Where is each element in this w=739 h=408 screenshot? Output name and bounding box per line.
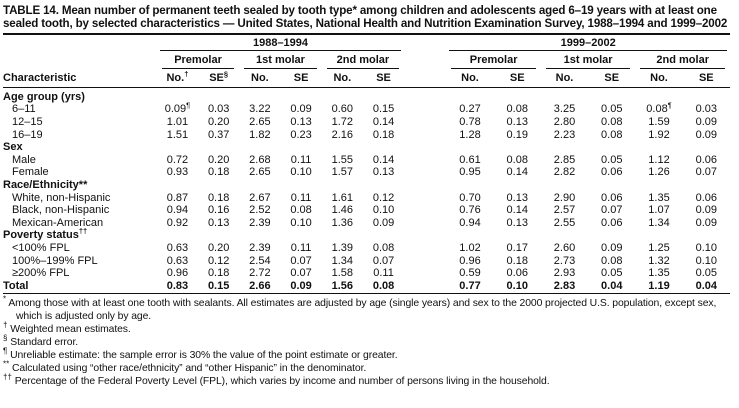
value-cell: 2.55	[553, 216, 576, 229]
value-cell: 1.35	[648, 267, 670, 280]
value-cell: 0.18	[207, 267, 230, 280]
value-cell: 1.28	[459, 128, 481, 141]
row-label: 100%–199% FPL	[12, 254, 98, 267]
value-cell: 2.73	[553, 254, 576, 267]
value-cell: 0.20	[207, 116, 230, 128]
value-cell: 1.35	[648, 191, 670, 204]
measure-header-row	[3, 69, 730, 88]
value-cell: 1.82	[249, 128, 271, 141]
value-cell: 0.12	[372, 191, 395, 204]
value-cell: 0.15	[198, 280, 239, 294]
group-gap	[404, 192, 446, 205]
row-label: 16–19	[12, 128, 43, 141]
empty-cells	[157, 229, 730, 242]
value-cell: 0.06	[506, 267, 528, 280]
value-cell: 1.56	[322, 280, 363, 294]
footnote-ref-dagger: †	[184, 69, 189, 79]
value-cell: 0.09	[695, 216, 718, 229]
value-cell: 0.06	[601, 216, 623, 229]
col-header-no: No.	[239, 69, 280, 88]
value-cell: 2.16	[331, 128, 354, 141]
col-header-no: No.	[541, 69, 588, 88]
value-cell: 0.76	[459, 204, 481, 217]
section-row	[3, 229, 730, 242]
row-label: Mexican-American	[12, 216, 104, 229]
value-cell: 2.83	[541, 280, 588, 294]
group-gap	[404, 217, 446, 230]
tooth-type-header-row	[3, 51, 730, 69]
row-label: Male	[12, 153, 36, 166]
footnote-ref: ††	[78, 226, 88, 236]
value-cell: 0.13	[290, 116, 312, 128]
value-cell: 2.72	[249, 267, 271, 280]
value-cell: 1.61	[331, 191, 354, 204]
footnote	[3, 320, 738, 336]
value-cell: 0.23	[290, 128, 312, 141]
period-header-row	[3, 34, 730, 51]
value-cell: 0.09¶	[164, 100, 191, 116]
value-cell: 0.93	[166, 166, 189, 179]
value-cell: 1.26	[648, 166, 670, 179]
col-header-no: No.	[322, 69, 363, 88]
footnote-marker: **	[3, 359, 10, 369]
value-cell: 3.22	[249, 103, 271, 116]
value-cell: 0.07	[601, 204, 623, 217]
value-cell: 2.65	[249, 166, 271, 179]
value-cell: 0.13	[506, 191, 528, 204]
value-cell: 0.09	[372, 216, 395, 229]
group-gap	[404, 255, 446, 268]
value-cell: 1.34	[648, 216, 670, 229]
footnote-marker: ††	[3, 372, 12, 382]
value-cell: 0.63	[166, 241, 189, 254]
value-cell: 0.14	[372, 116, 395, 128]
value-cell: 0.06	[601, 166, 623, 179]
group-gap	[404, 129, 446, 142]
value-cell: 0.37	[207, 128, 230, 141]
value-cell: 0.10	[290, 216, 312, 229]
row-label: <100% FPL	[12, 241, 70, 254]
footnote-text: Unreliable estimate: the sample error is 30% the value of the point estimate or greater.	[7, 350, 398, 362]
value-cell: 0.12	[207, 254, 230, 267]
value-cell: 0.14	[506, 204, 528, 217]
value-cell: 0.17	[506, 241, 528, 254]
value-cell: 0.05	[601, 153, 623, 166]
data-row	[3, 166, 730, 179]
value-cell: 1.36	[331, 216, 354, 229]
value-cell: 0.59	[459, 267, 481, 280]
footnote-text: Percentage of the Federal Poverty Level (FPL), which varies by income and number of persons living in the household.	[11, 376, 550, 388]
data-row	[3, 192, 730, 205]
value-cell: 1.58	[331, 267, 354, 280]
value-cell: 0.11	[290, 153, 312, 166]
value-cell: 0.04	[588, 280, 635, 294]
row-label: Total	[3, 280, 157, 294]
group-gap	[404, 166, 446, 179]
row-label: Race/Ethnicity**	[3, 178, 88, 191]
tooth-type-premolar: Premolar	[446, 51, 541, 69]
data-row	[3, 255, 730, 268]
value-cell: 0.20	[207, 241, 230, 254]
value-cell: 1.07	[648, 204, 670, 217]
value-cell: 0.14	[372, 153, 395, 166]
value-cell: 0.60	[331, 103, 354, 116]
value-cell: 0.07	[290, 267, 312, 280]
value-cell: 0.09	[601, 241, 623, 254]
value-cell: 0.08	[601, 128, 623, 141]
value-cell: 2.82	[553, 166, 576, 179]
row-label: Poverty status††	[3, 226, 88, 242]
data-row	[3, 267, 730, 280]
value-cell: 2.67	[249, 191, 271, 204]
footnote-marker: †	[3, 320, 8, 330]
value-cell: 1.25	[648, 241, 670, 254]
value-cell: 1.59	[648, 116, 670, 128]
value-cell: 0.11	[373, 267, 394, 280]
value-cell: 0.04	[683, 280, 730, 294]
value-cell: 1.02	[459, 241, 481, 254]
group-gap	[404, 267, 446, 280]
value-cell: 0.08	[601, 254, 623, 267]
value-cell: 2.90	[553, 191, 576, 204]
value-cell: 0.94	[166, 204, 189, 217]
value-cell: 0.06	[601, 191, 623, 204]
value-cell: 0.27	[459, 103, 481, 116]
value-cell: 0.09	[695, 116, 718, 128]
value-cell: 0.20	[207, 153, 230, 166]
footnote	[3, 294, 738, 323]
col-header-no: No.	[446, 69, 493, 88]
tooth-type-1st-molar: 1st molar	[541, 51, 636, 69]
footnote-marker: §	[3, 333, 8, 343]
group-gap	[404, 69, 446, 88]
col-header-no: No.	[635, 69, 682, 88]
value-cell: 0.10	[290, 166, 312, 179]
value-cell: 0.14	[506, 166, 528, 179]
value-cell: 2.68	[249, 153, 271, 166]
value-cell: 0.87	[166, 191, 189, 204]
row-label: Female	[12, 166, 49, 179]
value-cell: 1.57	[331, 166, 354, 179]
row-label: Black, non-Hispanic	[12, 204, 110, 217]
row-label: White, non-Hispanic	[12, 191, 111, 204]
tooth-type-1st-molar: 1st molar	[239, 51, 321, 69]
footnote	[3, 333, 738, 349]
period-label: 1988–1994	[160, 35, 401, 51]
value-cell: 0.08	[363, 280, 404, 294]
row-label: 12–15	[12, 116, 43, 128]
col-header-se: SE	[363, 69, 404, 88]
col-header-no: No.†	[157, 69, 198, 88]
value-cell: 0.08	[506, 153, 528, 166]
footnote-text: Among those with at least one tooth with sealants. All estimates are adjusted by age (single years) and sex to the 2000 projected U.S. population, except sex, which is adjusted only by age.	[6, 298, 717, 323]
value-cell: 0.13	[207, 216, 230, 229]
value-cell: 0.13	[372, 166, 395, 179]
empty-cells	[157, 141, 730, 154]
value-cell: 0.05	[601, 103, 623, 116]
value-cell: 0.78	[459, 116, 481, 128]
footnote-marker: ¶	[3, 346, 8, 356]
col-header-se: SE	[280, 69, 321, 88]
value-cell: 2.57	[553, 204, 576, 217]
value-cell: 0.15	[372, 103, 395, 116]
footnote	[3, 346, 738, 362]
value-cell: 2.60	[553, 241, 576, 254]
value-cell: 0.10	[494, 280, 541, 294]
table-header	[3, 34, 730, 88]
empty-cells	[157, 87, 730, 103]
data-row	[3, 242, 730, 255]
value-cell: 0.09	[695, 128, 718, 141]
value-cell: 2.52	[249, 204, 271, 217]
value-cell: 0.18	[207, 166, 230, 179]
table-title: TABLE 14. Mean number of permanent teeth sealed by tooth type* among children and adolescents aged 6–19 years with at least one sealed tooth, by selected characteristics — United States, National Health and Nutrition Examination Survey, 1988–1994 and 1999–2002	[3, 4, 728, 31]
footnote-ref: ¶	[186, 100, 191, 110]
group-gap	[404, 116, 446, 129]
section-row	[3, 179, 730, 192]
data-row	[3, 103, 730, 116]
value-cell: 0.18	[372, 128, 395, 141]
tooth-type-2nd-molar: 2nd molar	[322, 51, 404, 69]
value-cell: 0.08¶	[646, 100, 672, 116]
col-header-se: SE§	[198, 69, 239, 88]
value-cell: 0.18	[506, 254, 528, 267]
statistics-table	[3, 33, 730, 295]
value-cell: 2.80	[553, 116, 576, 128]
value-cell: 0.70	[459, 191, 481, 204]
period-label: 1999–2002	[449, 35, 727, 51]
value-cell: 2.54	[249, 254, 271, 267]
value-cell: 1.32	[648, 254, 670, 267]
value-cell: 0.05	[695, 267, 718, 280]
period-group-1999-2002	[446, 34, 730, 51]
footnote-text: Calculated using “other race/ethnicity” and “other Hispanic” in the denominator.	[9, 363, 367, 375]
value-cell: 0.08	[601, 116, 623, 128]
value-cell: 0.09	[280, 280, 321, 294]
value-cell: 1.72	[331, 116, 354, 128]
value-cell: 0.11	[290, 241, 312, 254]
value-cell: 0.03	[695, 103, 718, 116]
value-cell: 0.10	[695, 254, 718, 267]
value-cell: 0.10	[372, 204, 395, 217]
value-cell: 0.11	[290, 191, 312, 204]
value-cell: 0.16	[207, 204, 230, 217]
value-cell: 0.19	[506, 128, 528, 141]
value-cell: 1.92	[648, 128, 670, 141]
data-row	[3, 129, 730, 142]
value-cell: 0.95	[459, 166, 481, 179]
characteristic-header: Characteristic	[3, 69, 157, 88]
value-cell: 0.08	[290, 204, 312, 217]
group-gap	[404, 103, 446, 116]
footnote-ref-section: §	[223, 69, 229, 79]
value-cell: 2.39	[249, 241, 271, 254]
period-group-1988-1994	[157, 34, 404, 51]
value-cell: 0.18	[207, 191, 230, 204]
footnote	[3, 372, 738, 388]
group-gap	[404, 204, 446, 217]
value-cell: 0.06	[695, 153, 718, 166]
value-cell: 0.96	[166, 267, 189, 280]
value-cell: 1.39	[331, 241, 354, 254]
value-cell: 0.61	[459, 153, 481, 166]
value-cell: 0.08	[372, 241, 395, 254]
value-cell: 2.66	[239, 280, 280, 294]
value-cell: 0.06	[695, 191, 718, 204]
data-row	[3, 204, 730, 217]
value-cell: 1.12	[648, 153, 670, 166]
value-cell: 1.51	[166, 128, 189, 141]
footnote	[3, 359, 738, 375]
footnote-marker: *	[3, 294, 7, 304]
group-gap	[404, 242, 446, 255]
value-cell: 0.05	[601, 267, 623, 280]
value-cell: 0.09	[290, 103, 312, 116]
value-cell: 0.07	[695, 166, 718, 179]
value-cell: 3.25	[553, 103, 576, 116]
value-cell: 0.94	[459, 216, 481, 229]
data-row	[3, 154, 730, 167]
section-row	[3, 141, 730, 154]
value-cell: 0.13	[506, 216, 528, 229]
col-header-se: SE	[588, 69, 635, 88]
group-gap	[404, 51, 446, 69]
row-label: ≥200% FPL	[12, 267, 70, 280]
footnote-text: Standard error.	[7, 337, 79, 349]
header-spacer	[3, 51, 157, 69]
footnote-ref: ¶	[667, 100, 672, 110]
value-cell: 0.07	[372, 254, 395, 267]
row-label: Age group (yrs)	[3, 90, 85, 103]
value-cell: 0.08	[506, 103, 528, 116]
value-cell: 1.34	[331, 254, 354, 267]
table-body	[3, 87, 730, 294]
section-row	[3, 87, 730, 103]
value-cell: 2.39	[249, 216, 271, 229]
group-gap	[404, 34, 446, 51]
value-cell: 2.65	[249, 116, 271, 128]
value-cell: 1.46	[331, 204, 354, 217]
value-cell: 2.85	[553, 153, 576, 166]
value-cell: 0.07	[290, 254, 312, 267]
value-cell: 0.96	[459, 254, 481, 267]
footnote-text: Weighted mean estimates.	[7, 324, 131, 336]
value-cell: 1.19	[635, 280, 682, 294]
value-cell: 0.13	[506, 116, 528, 128]
value-cell: 0.09	[695, 204, 718, 217]
total-row	[3, 280, 730, 294]
tooth-type-premolar: Premolar	[157, 51, 239, 69]
value-cell: 1.01	[166, 116, 189, 128]
value-cell: 0.72	[166, 153, 189, 166]
value-cell: 0.63	[166, 254, 189, 267]
value-cell: 0.77	[446, 280, 493, 294]
tooth-type-2nd-molar: 2nd molar	[635, 51, 730, 69]
group-gap	[404, 280, 446, 294]
col-header-se: SE	[683, 69, 730, 88]
footnotes	[3, 294, 738, 388]
group-gap	[404, 154, 446, 167]
value-cell: 0.83	[157, 280, 198, 294]
value-cell: 0.92	[166, 216, 189, 229]
row-label: 6–11	[12, 103, 36, 116]
col-header-se: SE	[494, 69, 541, 88]
value-cell: 0.10	[695, 241, 718, 254]
data-row	[3, 217, 730, 230]
value-cell: 1.55	[331, 153, 354, 166]
value-cell: 2.93	[553, 267, 576, 280]
data-row	[3, 116, 730, 129]
empty-cells	[157, 179, 730, 192]
value-cell: 2.23	[553, 128, 576, 141]
row-label: Sex	[3, 141, 23, 154]
header-spacer	[3, 34, 157, 51]
value-cell: 0.03	[207, 103, 230, 116]
